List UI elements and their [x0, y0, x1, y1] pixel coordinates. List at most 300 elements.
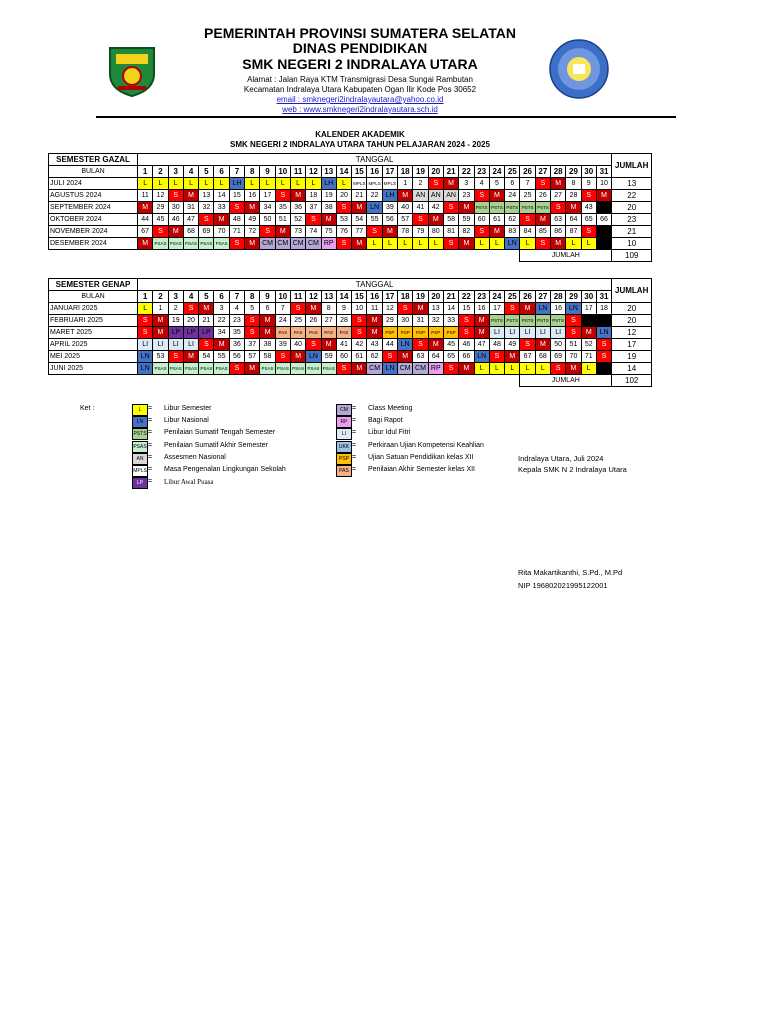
day-number: 28 — [551, 291, 566, 303]
day-cell: 12 — [153, 190, 168, 202]
day-cell: 55 — [214, 351, 229, 363]
day-cell: PSTS — [520, 202, 535, 214]
day-cell: M — [260, 327, 275, 339]
day-cell: CM — [413, 363, 428, 375]
day-cell: 77 — [352, 226, 367, 238]
day-cell: LN — [138, 363, 153, 375]
day-cell: RP — [321, 238, 336, 250]
day-cell: 29 — [153, 202, 168, 214]
day-cell: L — [520, 363, 535, 375]
day-cell: 23 — [459, 190, 474, 202]
day-number: 14 — [336, 166, 351, 178]
day-cell: S — [566, 315, 581, 327]
legend-text: Penilaian Sumatif Akhir Semester — [164, 441, 268, 449]
day-cell: 66 — [596, 214, 611, 226]
day-cell: 21 — [352, 190, 367, 202]
day-cell: 76 — [336, 226, 351, 238]
day-cell: 45 — [443, 339, 458, 351]
legend-equals: = — [148, 441, 153, 449]
day-cell: 20 — [183, 315, 198, 327]
day-cell: 17 — [260, 190, 275, 202]
day-cell: PSAS — [260, 363, 275, 375]
day-cell: 54 — [352, 214, 367, 226]
day-cell: 75 — [321, 226, 336, 238]
day-cell: L — [520, 238, 535, 250]
day-cell: 26 — [306, 315, 321, 327]
day-cell: S — [306, 339, 321, 351]
month-name: SEPTEMBER 2024 — [49, 202, 138, 214]
day-cell: S — [581, 226, 596, 238]
day-number: 17 — [382, 291, 397, 303]
day-cell: 49 — [245, 214, 260, 226]
day-cell: S — [153, 226, 168, 238]
day-cell: PSAS — [153, 238, 168, 250]
day-cell: 35 — [229, 327, 244, 339]
day-cell: M — [551, 178, 566, 190]
day-cell: 11 — [138, 190, 153, 202]
day-cell: LI — [153, 339, 168, 351]
month-row — [49, 238, 652, 250]
day-cell: S — [260, 226, 275, 238]
day-cell: 2 — [168, 303, 183, 315]
day-cell: 39 — [275, 339, 290, 351]
day-cell: S — [443, 363, 458, 375]
day-cell: M — [321, 214, 336, 226]
day-cell: L — [245, 178, 260, 190]
legend-code-l: L — [132, 404, 148, 416]
day-cell: S — [551, 363, 566, 375]
day-cell: MPLS — [382, 178, 397, 190]
day-cell: 58 — [443, 214, 458, 226]
day-cell: PSAS — [168, 363, 183, 375]
day-cell: 47 — [183, 214, 198, 226]
day-cell: 2 — [413, 178, 428, 190]
day-number: 1 — [138, 291, 153, 303]
day-cell: PSAS — [168, 238, 183, 250]
day-cell: 30 — [398, 315, 413, 327]
day-cell: 86 — [551, 226, 566, 238]
day-cell: LN — [566, 303, 581, 315]
day-cell: RP — [428, 363, 443, 375]
day-cell — [596, 202, 611, 214]
month-row — [49, 327, 652, 339]
header-line2: DINAS PENDIDIKAN — [292, 40, 428, 56]
day-cell: S — [229, 202, 244, 214]
day-cell: 34 — [260, 202, 275, 214]
day-cell: 30 — [168, 202, 183, 214]
day-number: 20 — [428, 291, 443, 303]
day-cell: S — [535, 178, 550, 190]
day-cell: M — [581, 327, 596, 339]
day-cell: LN — [505, 238, 520, 250]
day-cell: PSTS — [489, 202, 504, 214]
day-cell: PAS — [321, 327, 336, 339]
day-cell: S — [367, 226, 382, 238]
day-cell: PSAS — [153, 363, 168, 375]
day-cell: M — [352, 238, 367, 250]
legend-equals: = — [148, 478, 153, 486]
day-cell: LP — [199, 327, 214, 339]
day-cell: M — [153, 315, 168, 327]
day-number: 8 — [245, 166, 260, 178]
day-cell: 70 — [214, 226, 229, 238]
day-cell: S — [505, 303, 520, 315]
day-cell: L — [214, 178, 229, 190]
day-number: 27 — [535, 291, 550, 303]
day-cell: CM — [290, 238, 305, 250]
day-cell: 62 — [505, 214, 520, 226]
day-cell: S — [581, 190, 596, 202]
month-row — [49, 190, 652, 202]
day-cell: 68 — [535, 351, 550, 363]
day-cell: 50 — [260, 214, 275, 226]
total-label: JUMLAH — [520, 375, 612, 387]
day-cell: 51 — [275, 214, 290, 226]
day-cell: 56 — [382, 214, 397, 226]
month-row — [49, 351, 652, 363]
day-cell: S — [183, 303, 198, 315]
day-cell: S — [336, 363, 351, 375]
day-cell: 55 — [367, 214, 382, 226]
day-cell: S — [138, 315, 153, 327]
day-cell: 27 — [321, 315, 336, 327]
day-cell: L — [413, 238, 428, 250]
day-cell — [596, 238, 611, 250]
day-cell: LN — [535, 303, 550, 315]
day-cell: M — [245, 238, 260, 250]
month-jumlah: 17 — [612, 339, 652, 351]
day-cell: L — [566, 238, 581, 250]
day-cell: 41 — [336, 339, 351, 351]
day-number: 28 — [551, 166, 566, 178]
legend-code-lp: LP — [132, 477, 148, 489]
day-cell: 52 — [581, 339, 596, 351]
address-line2: Kecamatan Indralaya Utara Kabupaten Ogan Ilir Kode Pos 30652 — [243, 85, 477, 94]
day-cell: M — [352, 363, 367, 375]
day-cell: L — [138, 178, 153, 190]
day-cell: S — [245, 327, 260, 339]
day-cell: M — [367, 327, 382, 339]
day-cell: 5 — [489, 178, 504, 190]
day-cell: CM — [260, 238, 275, 250]
day-cell: 69 — [199, 226, 214, 238]
day-cell: 79 — [413, 226, 428, 238]
day-cell — [596, 315, 611, 327]
month-name: FEBRUARI 2025 — [49, 315, 138, 327]
legend-code-cm: CM — [336, 404, 352, 416]
legend-text: Penilaian Akhir Semester kelas XII — [368, 466, 475, 473]
day-number: 24 — [489, 166, 504, 178]
day-number: 24 — [489, 291, 504, 303]
day-cell: 38 — [260, 339, 275, 351]
day-cell: 19 — [321, 190, 336, 202]
legend-text: Bagi Rapot — [368, 417, 403, 425]
day-cell: CM — [275, 238, 290, 250]
day-cell: M — [214, 339, 229, 351]
day-cell: M — [474, 327, 489, 339]
day-number: 26 — [520, 166, 535, 178]
day-cell: 6 — [505, 178, 520, 190]
day-number: 1 — [138, 166, 153, 178]
day-cell: LN — [398, 339, 413, 351]
day-cell: LI — [551, 327, 566, 339]
total-spacer — [49, 375, 520, 387]
email-link[interactable]: email : smknegeri2indralayautara@yahoo.co.id — [276, 95, 444, 104]
month-row — [49, 303, 652, 315]
month-row — [49, 339, 652, 351]
day-cell — [581, 315, 596, 327]
legend-equals: = — [148, 453, 153, 461]
day-cell: 42 — [352, 339, 367, 351]
day-cell: CM — [306, 238, 321, 250]
day-cell: PSP — [428, 327, 443, 339]
day-cell — [596, 226, 611, 238]
day-cell: 84 — [520, 226, 535, 238]
month-name: JULI 2024 — [49, 178, 138, 190]
day-cell: 45 — [153, 214, 168, 226]
day-cell: 54 — [199, 351, 214, 363]
day-cell: L — [138, 303, 153, 315]
day-cell: M — [566, 363, 581, 375]
day-cell: PSAS — [199, 363, 214, 375]
day-cell: 65 — [443, 351, 458, 363]
month-jumlah: 14 — [612, 363, 652, 375]
month-name: OKTOBER 2024 — [49, 214, 138, 226]
day-cell: S — [306, 214, 321, 226]
day-cell: 37 — [306, 202, 321, 214]
day-cell: 71 — [229, 226, 244, 238]
day-cell: LP — [183, 327, 198, 339]
day-cell: LI — [183, 339, 198, 351]
day-cell: 60 — [474, 214, 489, 226]
day-cell: 59 — [459, 214, 474, 226]
day-number: 16 — [367, 166, 382, 178]
day-cell: 34 — [214, 327, 229, 339]
day-cell: 16 — [474, 303, 489, 315]
legend-equals: = — [352, 405, 357, 412]
day-number: 19 — [413, 166, 428, 178]
day-cell: 53 — [336, 214, 351, 226]
day-cell: 52 — [290, 214, 305, 226]
day-cell: M — [566, 202, 581, 214]
legend-code-psts: PSTS — [132, 428, 148, 440]
day-cell: 41 — [413, 202, 428, 214]
legend-code-psas: PSAS — [132, 441, 148, 453]
day-number: 22 — [459, 291, 474, 303]
month-name: DESEMBER 2024 — [49, 238, 138, 250]
day-cell: 36 — [229, 339, 244, 351]
day-cell: 20 — [336, 190, 351, 202]
day-number: 10 — [275, 166, 290, 178]
month-jumlah: 20 — [612, 315, 652, 327]
day-cell: LI — [138, 339, 153, 351]
day-number: 22 — [459, 166, 474, 178]
day-cell: L — [489, 363, 504, 375]
day-number: 21 — [443, 166, 458, 178]
legend-equals: = — [148, 466, 153, 473]
day-cell: S — [352, 327, 367, 339]
legend-code-pas: PAS — [336, 465, 352, 477]
day-cell: 24 — [275, 315, 290, 327]
day-number: 6 — [214, 291, 229, 303]
day-number: 18 — [398, 291, 413, 303]
day-cell: 63 — [551, 214, 566, 226]
day-cell: S — [382, 351, 397, 363]
day-cell: 17 — [489, 303, 504, 315]
day-cell: CM — [398, 363, 413, 375]
day-cell: PSTS — [535, 315, 550, 327]
day-cell: 66 — [459, 351, 474, 363]
day-cell: PSTS — [505, 202, 520, 214]
day-cell: LN — [596, 327, 611, 339]
day-cell: LI — [520, 327, 535, 339]
day-number: 12 — [306, 166, 321, 178]
day-cell: 83 — [505, 226, 520, 238]
day-cell: LN — [138, 351, 153, 363]
day-cell: 5 — [245, 303, 260, 315]
semester-label: SEMESTER GENAP — [49, 279, 138, 291]
day-cell: 11 — [367, 303, 382, 315]
day-cell: 46 — [168, 214, 183, 226]
day-cell: 51 — [566, 339, 581, 351]
day-cell: PAS — [290, 327, 305, 339]
day-cell: M — [520, 303, 535, 315]
day-cell: S — [336, 202, 351, 214]
month-row — [49, 214, 652, 226]
day-cell: 73 — [290, 226, 305, 238]
day-cell: 22 — [367, 190, 382, 202]
day-cell: 80 — [428, 226, 443, 238]
total-label: JUMLAH — [520, 250, 612, 262]
day-cell: L — [382, 238, 397, 250]
legend-code-li: LI — [336, 428, 352, 440]
day-cell: PSP — [382, 327, 397, 339]
day-number: 18 — [398, 166, 413, 178]
day-cell: PSAS — [199, 238, 214, 250]
day-cell: L — [581, 238, 596, 250]
day-cell: 81 — [443, 226, 458, 238]
day-cell: S — [168, 351, 183, 363]
day-cell: 12 — [382, 303, 397, 315]
day-cell: PAS — [306, 327, 321, 339]
day-cell: 7 — [275, 303, 290, 315]
day-number: 9 — [260, 166, 275, 178]
day-cell: S — [443, 202, 458, 214]
day-cell: S — [199, 339, 214, 351]
day-number: 10 — [275, 291, 290, 303]
day-number: 29 — [566, 166, 581, 178]
signature-place-date: Indralaya Utara, Juli 2024 — [518, 454, 604, 463]
day-cell: M — [398, 351, 413, 363]
day-number: 12 — [306, 291, 321, 303]
month-jumlah: 10 — [612, 238, 652, 250]
day-cell: 18 — [596, 303, 611, 315]
day-cell: L — [336, 178, 351, 190]
day-number: 21 — [443, 291, 458, 303]
day-cell: 37 — [245, 339, 260, 351]
semester-genap-table — [48, 278, 652, 387]
month-row — [49, 178, 652, 190]
day-cell: S — [275, 351, 290, 363]
day-cell: PSTS — [520, 315, 535, 327]
day-cell: M — [275, 226, 290, 238]
day-cell: PAS — [336, 327, 351, 339]
day-cell: 23 — [229, 315, 244, 327]
month-jumlah: 20 — [612, 303, 652, 315]
legend-code-rp: RP — [336, 416, 352, 428]
day-cell: 39 — [382, 202, 397, 214]
day-cell: M — [428, 214, 443, 226]
day-cell: M — [153, 327, 168, 339]
day-cell: S — [535, 238, 550, 250]
web-link[interactable]: web : www.smknegeri2indralayautara.sch.id — [282, 105, 438, 114]
day-cell: 40 — [398, 202, 413, 214]
day-cell: S — [596, 351, 611, 363]
legend-code-ukk: UKK — [336, 441, 352, 453]
day-cell: S — [413, 214, 428, 226]
legend-equals: = — [148, 429, 153, 437]
day-cell: PSAS — [214, 238, 229, 250]
total-spacer — [49, 250, 520, 262]
day-number: 7 — [229, 291, 244, 303]
day-number: 16 — [367, 291, 382, 303]
total-value: 102 — [612, 375, 652, 387]
legend-equals: = — [352, 466, 357, 473]
day-number: 2 — [153, 166, 168, 178]
day-cell: 24 — [505, 190, 520, 202]
tanggal-header: TANGGAL — [138, 279, 612, 291]
day-cell: L — [535, 363, 550, 375]
tanggal-header: TANGGAL — [138, 154, 612, 166]
day-cell: 71 — [581, 351, 596, 363]
day-cell: 40 — [290, 339, 305, 351]
day-cell: 8 — [566, 178, 581, 190]
day-number: 15 — [352, 166, 367, 178]
header-divider — [96, 116, 676, 118]
day-number: 3 — [168, 166, 183, 178]
day-number: 3 — [168, 291, 183, 303]
day-cell: MPLS — [367, 178, 382, 190]
day-number: 13 — [321, 166, 336, 178]
day-cell: S — [229, 238, 244, 250]
day-cell: S — [596, 339, 611, 351]
day-cell: 21 — [199, 315, 214, 327]
day-cell: M — [535, 339, 550, 351]
day-cell: 43 — [367, 339, 382, 351]
day-cell: 33 — [443, 315, 458, 327]
day-cell: 25 — [520, 190, 535, 202]
day-cell: 9 — [336, 303, 351, 315]
day-cell: M — [245, 363, 260, 375]
day-cell: 10 — [352, 303, 367, 315]
day-cell: L — [489, 238, 504, 250]
day-cell: 13 — [428, 303, 443, 315]
day-cell: 87 — [566, 226, 581, 238]
day-cell: 8 — [321, 303, 336, 315]
day-cell: 18 — [306, 190, 321, 202]
day-cell: M — [459, 238, 474, 250]
day-number: 13 — [321, 291, 336, 303]
day-cell: 4 — [474, 178, 489, 190]
day-cell: AN — [428, 190, 443, 202]
day-cell: 48 — [489, 339, 504, 351]
day-cell: S — [428, 178, 443, 190]
legend-equals: = — [352, 417, 357, 425]
day-cell: 67 — [520, 351, 535, 363]
day-cell: 85 — [535, 226, 550, 238]
day-number: 15 — [352, 291, 367, 303]
day-cell: S — [275, 190, 290, 202]
